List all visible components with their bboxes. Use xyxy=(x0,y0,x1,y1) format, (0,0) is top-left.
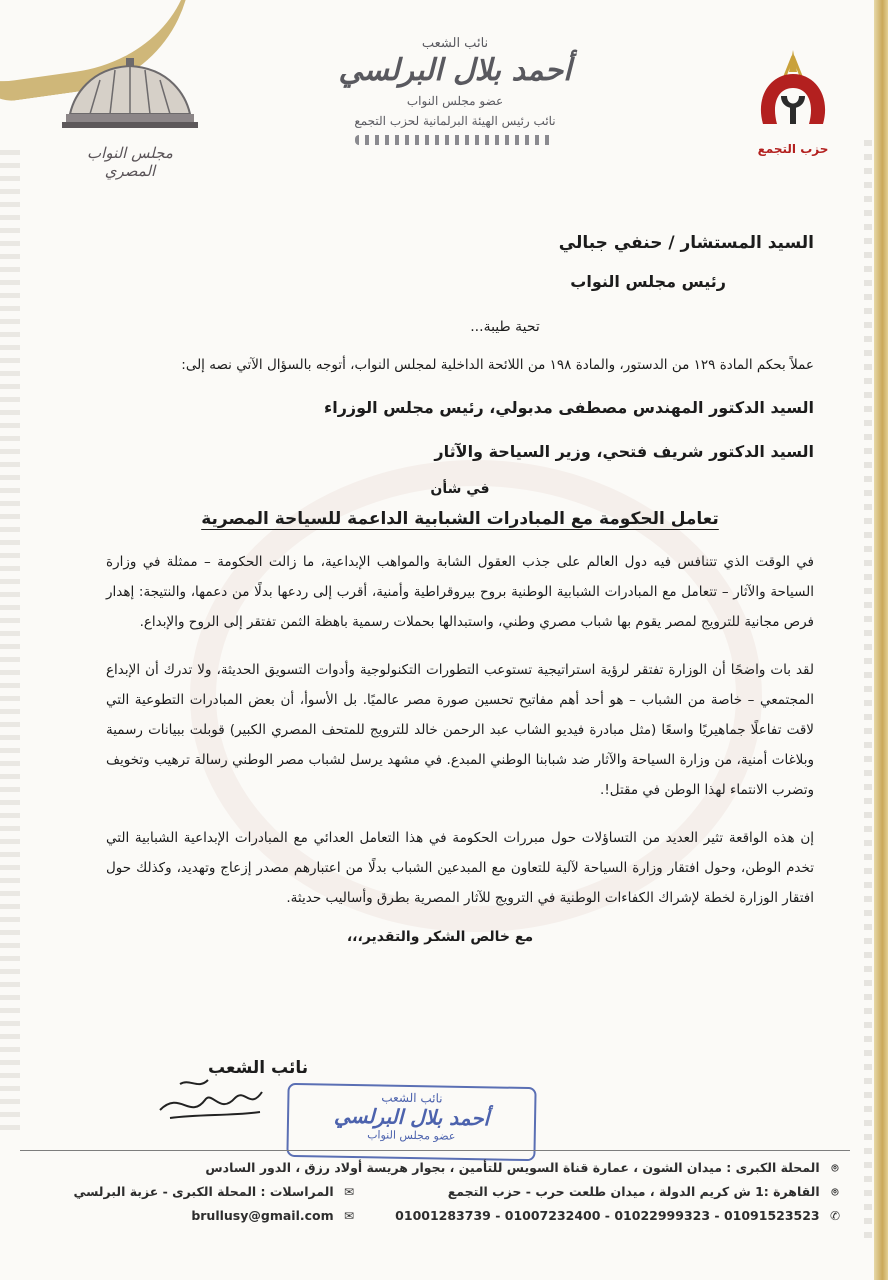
closing: مع خالص الشكر والتقدير،،، xyxy=(346,929,534,945)
deputy-title: نائب الشعب xyxy=(421,36,489,51)
parliament-dome-icon xyxy=(60,56,200,136)
footer xyxy=(20,1150,850,1151)
signature-title: نائب الشعب xyxy=(208,1058,309,1078)
subject-line xyxy=(106,509,814,529)
intro-text: عملاً بحكم المادة ١٢٩ من الدستور، والمادة ١٩٨ من اللائحة الداخلية لمجلس النواب، أتوجه بالسؤال الآتي نصه إلى: xyxy=(181,357,814,373)
location-pin-icon: ⌾ xyxy=(831,1185,839,1199)
letterhead xyxy=(330,36,580,145)
addressee: السيد المستشار / حنفي جبالي xyxy=(558,233,814,253)
party-position: نائب رئيس الهيئة البرلمانية لحزب التجمع xyxy=(354,114,556,128)
deputy-name: أحمد بلال البرلسي xyxy=(338,53,572,88)
envelope-icon: ✉ xyxy=(343,1185,355,1199)
party-emblem-icon xyxy=(753,46,833,136)
footer-address-2: ⌾ القاهرة :1 ش كريم الدولة ، ميدان طلعت حرب - حزب التجمع xyxy=(448,1184,842,1200)
stamp-line-2: أحمد بلال البرلسي xyxy=(333,1103,490,1131)
paragraph-2: لقد بات واضحًا أن الوزارة تفتقر لرؤية استراتيجية تستوعب التطورات التكنولوجية وأدوات التسويق الحديثة، ولا تدرك أن الإبداع المجتمعي – خاصة من الشباب – هو أحد أهم مفاتيح تحسين صورة مصر عالميًا. بل الأسوأ، أن بعض المبادرات التطوعية التي لاقت تفاعلًا جماهيريًا واسعًا (مثل مبادرة فيديو الشاب عبد الرحمن خالد للترويج للمتحف المصري الكبير) قوبلت ببيانات رسمية وبلاغات أمنية، من وزارة السياحة والآثار ضد شبابنا الوطني المبدع. في مشهد يرسل لشباب مصر الوطني رسالة ترهيب وتخويف وتضرب الانتماء لهذا الوطن في مقتل!. xyxy=(106,662,814,798)
parliament-logo xyxy=(60,56,200,180)
right-gold-border xyxy=(874,0,888,1280)
location-pin-icon: ⌾ xyxy=(831,1161,839,1175)
addressee-title: رئيس مجلس النواب xyxy=(570,272,726,291)
subject-text: تعامل الحكومة مع المبادرات الشبابية الداعمة للسياحة المصرية xyxy=(201,509,719,529)
footer-address-1: ⌾ المحلة الكبرى : ميدان الشون ، عمارة قناة السويس للتأمين ، بجوار هريسة أولاد رزق ، الدور السادس xyxy=(205,1160,842,1176)
greeting: تحية طيبة... xyxy=(470,319,540,335)
right-border-pattern xyxy=(864,140,872,1240)
stamp-line-3: عضو مجلس النواب xyxy=(367,1128,456,1143)
left-border-pattern xyxy=(0,150,20,1130)
paragraph-3: إن هذه الواقعة تثير العديد من التساؤلات حول مبررات الحكومة في هذا التعامل العدائي مع المبادرات الإبداعية الشبابية التي تخدم الوطن، وحول افتقار وزارة السياحة لآلية للتعاون مع المبدعين الشباب بدلًا من اعتبارهم مصدر إزعاج وتهديد، وكذلك حول افتقار الوزارة لخطة لإشراك الكفاءات الوطنية في الترويج للآثار المصرية بطرق وأساليب حديثة. xyxy=(106,830,814,906)
recipient-tourism-minister: السيد الدكتور شريف فتحي، وزير السياحة والآثار xyxy=(434,442,814,461)
phone-icon: ✆ xyxy=(829,1209,841,1223)
footer-phones: ✆ 01091523523 - 01022999323 - 01007232400 - 01001283739 xyxy=(395,1208,841,1223)
envelope-icon: ✉ xyxy=(343,1209,355,1223)
footer-email[interactable]: ✉ brullusy@gmail.com xyxy=(191,1208,355,1223)
handwritten-signature xyxy=(150,1070,270,1125)
paragraph-1: في الوقت الذي تتنافس فيه دول العالم على جذب العقول الشابة والمواهب الإبداعية، ما زالت الحكومة – ممثلة في وزارة السياحة والآثار – تتعامل مع المبادرات الشبابية الوطنية بروح بيروقراطية وأمنية، أقرب إلى ردعها بدلًا من دعمها، والنتيجة: إهدار فرص مجانية للترويج لمصر يقوم بها شباب مصري وطني، واستبدالها بحملات رسمية باهظة الثمن تفتقر إلى الروح والإبداع. xyxy=(106,554,814,630)
recipient-prime-minister: السيد الدكتور المهندس مصطفى مدبولي، رئيس مجلس الوزراء xyxy=(324,398,814,417)
header-ornament xyxy=(355,135,555,145)
parliament-logo-caption: مجلس النواب المصري xyxy=(87,144,173,180)
concerning-label: في شأن xyxy=(430,481,490,497)
party-logo-caption: حزب التجمع xyxy=(757,142,829,156)
party-logo xyxy=(748,46,838,156)
letter-body xyxy=(106,220,814,945)
stamp-line-1: نائب الشعب xyxy=(381,1090,443,1106)
member-title: عضو مجلس النواب xyxy=(406,94,504,108)
footer-mail: ✉ المراسلات : المحلة الكبرى - عزبة البرلسي xyxy=(73,1184,355,1199)
